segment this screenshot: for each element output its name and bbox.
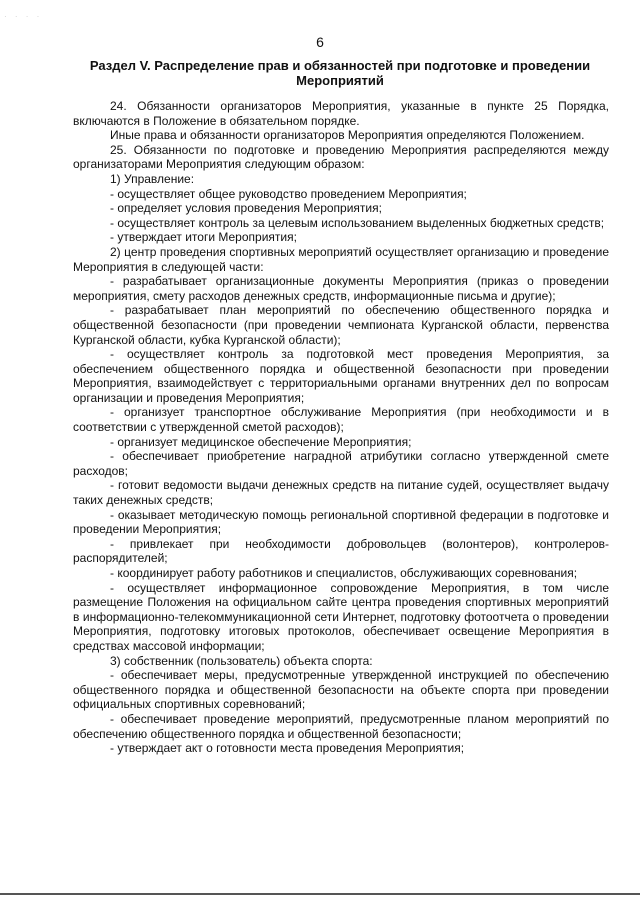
list-item: - утверждает акт о готовности места проведения Мероприятия; bbox=[110, 741, 465, 756]
list-item: - организует транспортное обслуживание Мероприятия (при необходимости и в соответствии с утвержденной сметой расходов); bbox=[73, 405, 609, 435]
paragraph: 1) Управление: bbox=[110, 171, 195, 186]
page-number: 6 bbox=[316, 34, 324, 50]
scan-artifact: · · · · bbox=[4, 12, 43, 21]
list-item: - осуществляет информационное сопровождение Мероприятия, в том числе размещение Положения на официальном сайте центра проведения спортивных мероприятий в информационно-телекоммуникационной сети Интернет, подготовку фотоотчета о проведении Мероприятия, подготовку итоговых протоколов, обеспечивает освещение Мероприятия в средствах массовой информации; bbox=[73, 580, 609, 653]
paragraph: 24. Обязанности организаторов Мероприятия, указанные в пункте 25 Порядка, включаются в Положение в обязательном порядке. bbox=[73, 99, 609, 128]
document-body bbox=[73, 99, 609, 756]
list-item: - координирует работу работников и специалистов, обслуживающих соревнования; bbox=[110, 566, 578, 580]
list-item: - разрабатывает план мероприятий по обеспечению общественного порядка и общественной безопасности (при проведении чемпионата Курганской области, первенства Курганской области, кубка Курганской области); bbox=[73, 303, 609, 347]
paragraph: 3) собственник (пользователь) объекта спорта: bbox=[110, 653, 373, 668]
list-item: - осуществляет общее руководство проведением Мероприятия; bbox=[110, 186, 467, 201]
list-item: - обеспечивает меры, предусмотренные утвержденной инструкцией по обеспечению общественного порядка и общественной безопасности на объекте спорта при проведении официальных спортивных соревнований; bbox=[73, 668, 609, 712]
paragraph: 2) центр проведения спортивных мероприятий осуществляет организацию и проведение Мероприятия в следующей части: bbox=[73, 244, 609, 274]
list-item: - оказывает методическую помощь региональной спортивной федерации в подготовке и проведении Мероприятия; bbox=[73, 507, 609, 537]
list-item: - разрабатывает организационные документы Мероприятия (приказ о проведении мероприятия, смету расходов денежных средств, информационные письма и другие); bbox=[73, 274, 609, 303]
list-item: - осуществляет контроль за подготовкой мест проведения Мероприятия, за обеспечением общественного порядка и общественной безопасности при проведении Мероприятия, взаимодействует с территориальными органами внутренних дел по вопросам организации и проведения Мероприятия; bbox=[73, 347, 609, 405]
list-item: - осуществляет контроль за целевым использованием выделенных бюджетных средств; bbox=[110, 215, 605, 230]
section-title: Раздел V. Распределение прав и обязанностей при подготовке и проведении Мероприятий bbox=[89, 58, 591, 88]
list-item: - организует медицинское обеспечение Мероприятия; bbox=[110, 434, 412, 449]
list-item: - определяет условия проведения Мероприятия; bbox=[110, 201, 382, 216]
paragraph: Иные права и обязанности организаторов Мероприятия определяются Положением. bbox=[110, 128, 585, 143]
list-item: - обеспечивает приобретение наградной атрибутики согласно утвержденной смете расходов; bbox=[73, 449, 609, 478]
list-item: - обеспечивает проведение мероприятий, предусмотренные планом мероприятий по обеспечению общественного порядка и общественной безопасности; bbox=[73, 711, 609, 741]
list-item: - привлекает при необходимости добровольцев (волонтеров), контролеров-распорядителей; bbox=[73, 536, 609, 566]
list-item: - утверждает итоги Мероприятия; bbox=[110, 230, 297, 245]
bottom-divider bbox=[0, 893, 640, 895]
paragraph: 25. Обязанности по подготовке и проведению Мероприятия распределяются между организаторами Мероприятия следующим образом: bbox=[73, 142, 609, 172]
list-item: - готовит ведомости выдачи денежных средств на питание судей, осуществляет выдачу таких денежных средств; bbox=[73, 478, 609, 508]
